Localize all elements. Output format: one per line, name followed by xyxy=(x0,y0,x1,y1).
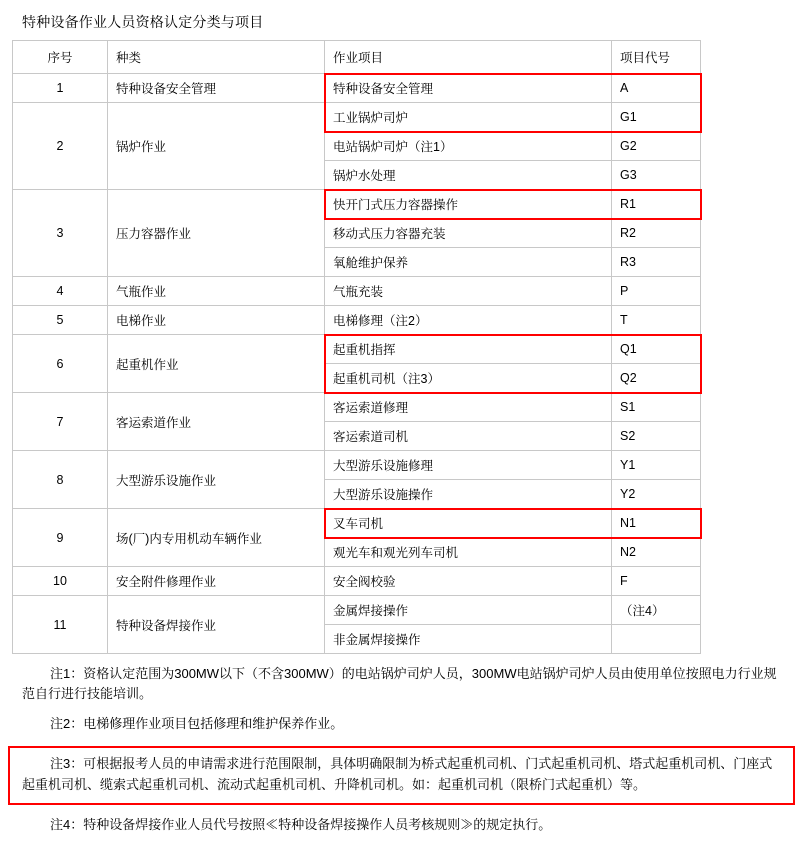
cell-category: 特种设备安全管理 xyxy=(108,74,325,103)
cell-item-code: A xyxy=(612,74,701,103)
table-row xyxy=(13,567,701,596)
table-body xyxy=(13,74,701,654)
cell-work-item: 客运索道司机 xyxy=(325,422,612,451)
cell-work-item: 观光车和观光列车司机 xyxy=(325,538,612,567)
cell-work-item: 锅炉水处理 xyxy=(325,161,612,190)
qualification-table xyxy=(12,40,701,654)
note-3: 注3：可根据报考人员的申请需求进行范围限制，具体明确限制为桥式起重机司机、门式起重机司机、塔式起重机司机、门座式起重机司机、缆索式起重机司机、流动式起重机司机、升降机司机。如：起重机司机（限桥门式起重机）等。 xyxy=(8,746,795,804)
cell-work-item: 叉车司机 xyxy=(325,509,612,538)
cell-work-item: 起重机指挥 xyxy=(325,335,612,364)
cell-work-item: 大型游乐设施操作 xyxy=(325,480,612,509)
cell-item-code xyxy=(612,625,701,654)
cell-category: 压力容器作业 xyxy=(108,190,325,277)
cell-work-item: 气瓶充装 xyxy=(325,277,612,306)
table-row xyxy=(13,103,701,132)
cell-item-code: G2 xyxy=(612,132,701,161)
cell-item-code: （注4） xyxy=(612,596,701,625)
page-title: 特种设备作业人员资格认定分类与项目 xyxy=(22,14,264,30)
table-row xyxy=(13,277,701,306)
cell-category: 特种设备焊接作业 xyxy=(108,596,325,654)
table-header xyxy=(13,41,701,74)
cell-work-item: 安全阀校验 xyxy=(325,567,612,596)
cell-work-item: 电站锅炉司炉（注1） xyxy=(325,132,612,161)
cell-category: 大型游乐设施作业 xyxy=(108,451,325,509)
cell-item-code: P xyxy=(612,277,701,306)
cell-sequence-number: 1 xyxy=(13,74,108,103)
cell-work-item: 特种设备安全管理 xyxy=(325,74,612,103)
cell-work-item: 客运索道修理 xyxy=(325,393,612,422)
cell-sequence-number: 9 xyxy=(13,509,108,567)
table-row xyxy=(13,596,701,625)
table-row xyxy=(13,509,701,538)
table-row xyxy=(13,335,701,364)
cell-item-code: R1 xyxy=(612,190,701,219)
cell-sequence-number: 7 xyxy=(13,393,108,451)
note-2: 注2：电梯修理作业项目包括修理和维护保养作业。 xyxy=(50,716,344,732)
column-header-code: 项目代号 xyxy=(612,41,701,74)
cell-item-code: S2 xyxy=(612,422,701,451)
cell-work-item: 移动式压力容器充装 xyxy=(325,219,612,248)
cell-work-item: 快开门式压力容器操作 xyxy=(325,190,612,219)
table-row xyxy=(13,393,701,422)
cell-sequence-number: 2 xyxy=(13,103,108,190)
cell-category: 锅炉作业 xyxy=(108,103,325,190)
cell-sequence-number: 11 xyxy=(13,596,108,654)
cell-category: 起重机作业 xyxy=(108,335,325,393)
column-header-no: 序号 xyxy=(13,41,108,74)
table-container xyxy=(0,40,803,654)
cell-category: 电梯作业 xyxy=(108,306,325,335)
cell-item-code: Y1 xyxy=(612,451,701,480)
cell-work-item: 大型游乐设施修理 xyxy=(325,451,612,480)
cell-item-code: N1 xyxy=(612,509,701,538)
cell-sequence-number: 6 xyxy=(13,335,108,393)
cell-work-item: 氧舱维护保养 xyxy=(325,248,612,277)
cell-item-code: Y2 xyxy=(612,480,701,509)
cell-work-item: 工业锅炉司炉 xyxy=(325,103,612,132)
cell-sequence-number: 4 xyxy=(13,277,108,306)
cell-work-item: 非金属焊接操作 xyxy=(325,625,612,654)
column-header-item: 作业项目 xyxy=(325,41,612,74)
cell-category: 场(厂)内专用机动车辆作业 xyxy=(108,509,325,567)
table-row xyxy=(13,74,701,103)
cell-item-code: G1 xyxy=(612,103,701,132)
cell-work-item: 金属焊接操作 xyxy=(325,596,612,625)
note-1: 注1：资格认定范围为300MW以下（不含300MW）的电站锅炉司炉人员，300MW电站锅炉司炉人员由使用单位按照电力行业规范自行进行技能培训。 xyxy=(22,666,777,702)
cell-work-item: 电梯修理（注2） xyxy=(325,306,612,335)
document-page xyxy=(0,12,803,868)
cell-item-code: T xyxy=(612,306,701,335)
note-4: 注4：特种设备焊接作业人员代号按照≪特种设备焊接操作人员考核规则≫的规定执行。 xyxy=(50,816,552,832)
cell-item-code: Q2 xyxy=(612,364,701,393)
cell-item-code: F xyxy=(612,567,701,596)
cell-category: 气瓶作业 xyxy=(108,277,325,306)
cell-item-code: Q1 xyxy=(612,335,701,364)
column-header-kind: 种类 xyxy=(108,41,325,74)
table-row xyxy=(13,451,701,480)
notes-section xyxy=(0,664,803,835)
cell-item-code: N2 xyxy=(612,538,701,567)
table-row xyxy=(13,190,701,219)
cell-category: 客运索道作业 xyxy=(108,393,325,451)
cell-sequence-number: 3 xyxy=(13,190,108,277)
table-row xyxy=(13,306,701,335)
cell-item-code: G3 xyxy=(612,161,701,190)
cell-sequence-number: 5 xyxy=(13,306,108,335)
cell-item-code: R3 xyxy=(612,248,701,277)
cell-item-code: R2 xyxy=(612,219,701,248)
cell-work-item: 起重机司机（注3） xyxy=(325,364,612,393)
cell-sequence-number: 8 xyxy=(13,451,108,509)
cell-category: 安全附件修理作业 xyxy=(108,567,325,596)
cell-sequence-number: 10 xyxy=(13,567,108,596)
table-header-row xyxy=(13,41,701,74)
cell-item-code: S1 xyxy=(612,393,701,422)
